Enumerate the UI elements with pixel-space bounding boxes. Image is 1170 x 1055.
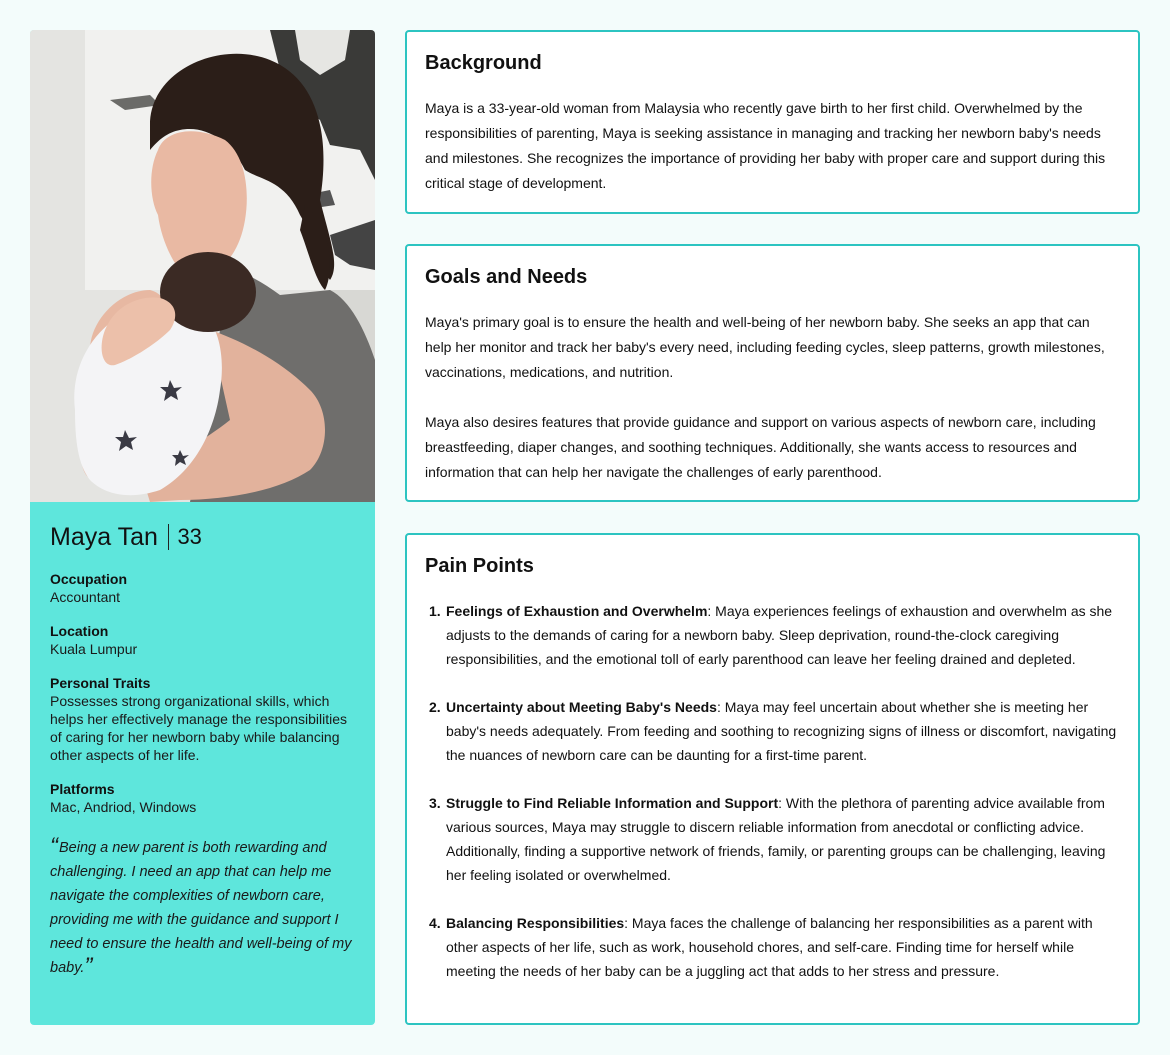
location-value: Kuala Lumpur xyxy=(50,641,138,657)
name-age-divider xyxy=(168,524,170,550)
persona-photo xyxy=(30,30,375,502)
persona-quote xyxy=(50,833,360,980)
pain-point-number: 1. xyxy=(429,603,441,619)
pain-point-text: : With the plethora of parenting advice available from various sources, Maya may struggle to discern reliable information from anecdotal or conflicting advice. Additionally, finding a supportive network of friends, family, or parenting groups can be challenging, leaving her feeling isolated or overwhelmed. xyxy=(446,795,1106,883)
persona-profile-card xyxy=(30,30,375,1025)
goals-title: Goals and Needs xyxy=(425,266,588,288)
pain-point-heading: Uncertainty about Meeting Baby's Needs xyxy=(446,699,717,715)
quote-text: Being a new parent is both rewarding and challenging. I need an app that can help me navigate the complexities of newborn care, providing me with the guidance and support I need to ensure the health and well-being of my baby. xyxy=(50,840,352,976)
occupation-value: Accountant xyxy=(50,589,121,605)
pain-point-item xyxy=(425,911,1120,983)
platforms-value: Mac, Andriod, Windows xyxy=(50,799,197,815)
location-label: Location xyxy=(50,623,109,639)
traits-label: Personal Traits xyxy=(50,675,151,691)
background-text: Maya is a 33-year-old woman from Malaysia who recently gave birth to her first child. Overwhelmed by the responsibilities of parenting, Maya is seeking assistance in managing and tracking her newborn baby's needs and milestones. She recognizes the importance of providing her baby with proper care and support during this critical stage of development. xyxy=(425,100,1106,191)
pain-point-number: 2. xyxy=(429,699,441,715)
pain-point-heading: Balancing Responsibilities xyxy=(446,915,625,931)
goals-paragraph: Maya's primary goal is to ensure the health and well-being of her newborn baby. She seeks an app that can help her monitor and track her baby's every need, including feeding cycles, sleep patterns, growth milestones, vaccinations, medications, and nutrition. xyxy=(425,314,1105,380)
platforms-label: Platforms xyxy=(50,781,115,797)
platforms-field xyxy=(50,780,355,816)
persona-name: Maya Tan xyxy=(50,522,158,551)
pain-point-heading: Feelings of Exhaustion and Overwhelm xyxy=(446,603,708,619)
pain-point-heading: Struggle to Find Reliable Information and Support xyxy=(446,795,779,811)
persona-info xyxy=(30,502,375,980)
pain-point-text: : Maya experiences feelings of exhaustion and overwhelm as she adjusts to the demands of caring for a newborn baby. Sleep deprivation, round-the-clock caregiving responsibilities, and the emotional toll of early parenthood can leave her feeling drained and depleted. xyxy=(446,603,1113,667)
location-field xyxy=(50,622,355,658)
pain-point-number: 4. xyxy=(429,915,441,931)
pain-point-number: 3. xyxy=(429,795,441,811)
pain-point-item xyxy=(425,791,1120,887)
pain-point-body xyxy=(446,791,1120,887)
goals-paragraph: Maya also desires features that provide guidance and support on various aspects of newborn care, including breastfeeding, diaper changes, and soothing techniques. Additionally, she wants access to resources and information that can help her navigate the challenges of early parenthood. xyxy=(425,414,1096,480)
pain-point-item xyxy=(425,695,1120,767)
occupation-label: Occupation xyxy=(50,571,128,587)
background-title: Background xyxy=(425,52,542,74)
pain-points-card xyxy=(405,533,1140,1025)
quote-close-mark: ” xyxy=(84,953,93,980)
goals-card xyxy=(405,244,1140,502)
pain-point-item xyxy=(425,599,1120,671)
pain-point-text: : Maya may feel uncertain about whether she is meeting her baby's needs adequately. From feeding and soothing to recognizing signs of illness or discomfort, navigating the nuances of newborn care can be daunting for a first-time parent. xyxy=(446,699,1117,763)
background-card xyxy=(405,30,1140,214)
quote-open-mark: “ xyxy=(50,833,58,860)
traits-field xyxy=(50,674,355,764)
persona-name-line xyxy=(50,522,355,552)
traits-value: Possesses strong organizational skills, which helps her effectively manage the responsibilities of caring for her newborn baby while balancing other aspects of her life. xyxy=(50,693,348,763)
pain-point-body xyxy=(446,911,1120,983)
occupation-field xyxy=(50,570,355,606)
pain-point-body xyxy=(446,695,1120,767)
pain-points-list xyxy=(425,599,1120,983)
pain-points-title: Pain Points xyxy=(425,555,534,577)
persona-age: 33 xyxy=(177,524,202,549)
pain-point-body xyxy=(446,599,1120,671)
pain-point-text: : Maya faces the challenge of balancing her responsibilities as a parent with other aspects of her life, such as work, household chores, and self-care. Finding time for herself while meeting the needs of her baby can be a juggling act that adds to her stress and pressure. xyxy=(446,915,1093,979)
